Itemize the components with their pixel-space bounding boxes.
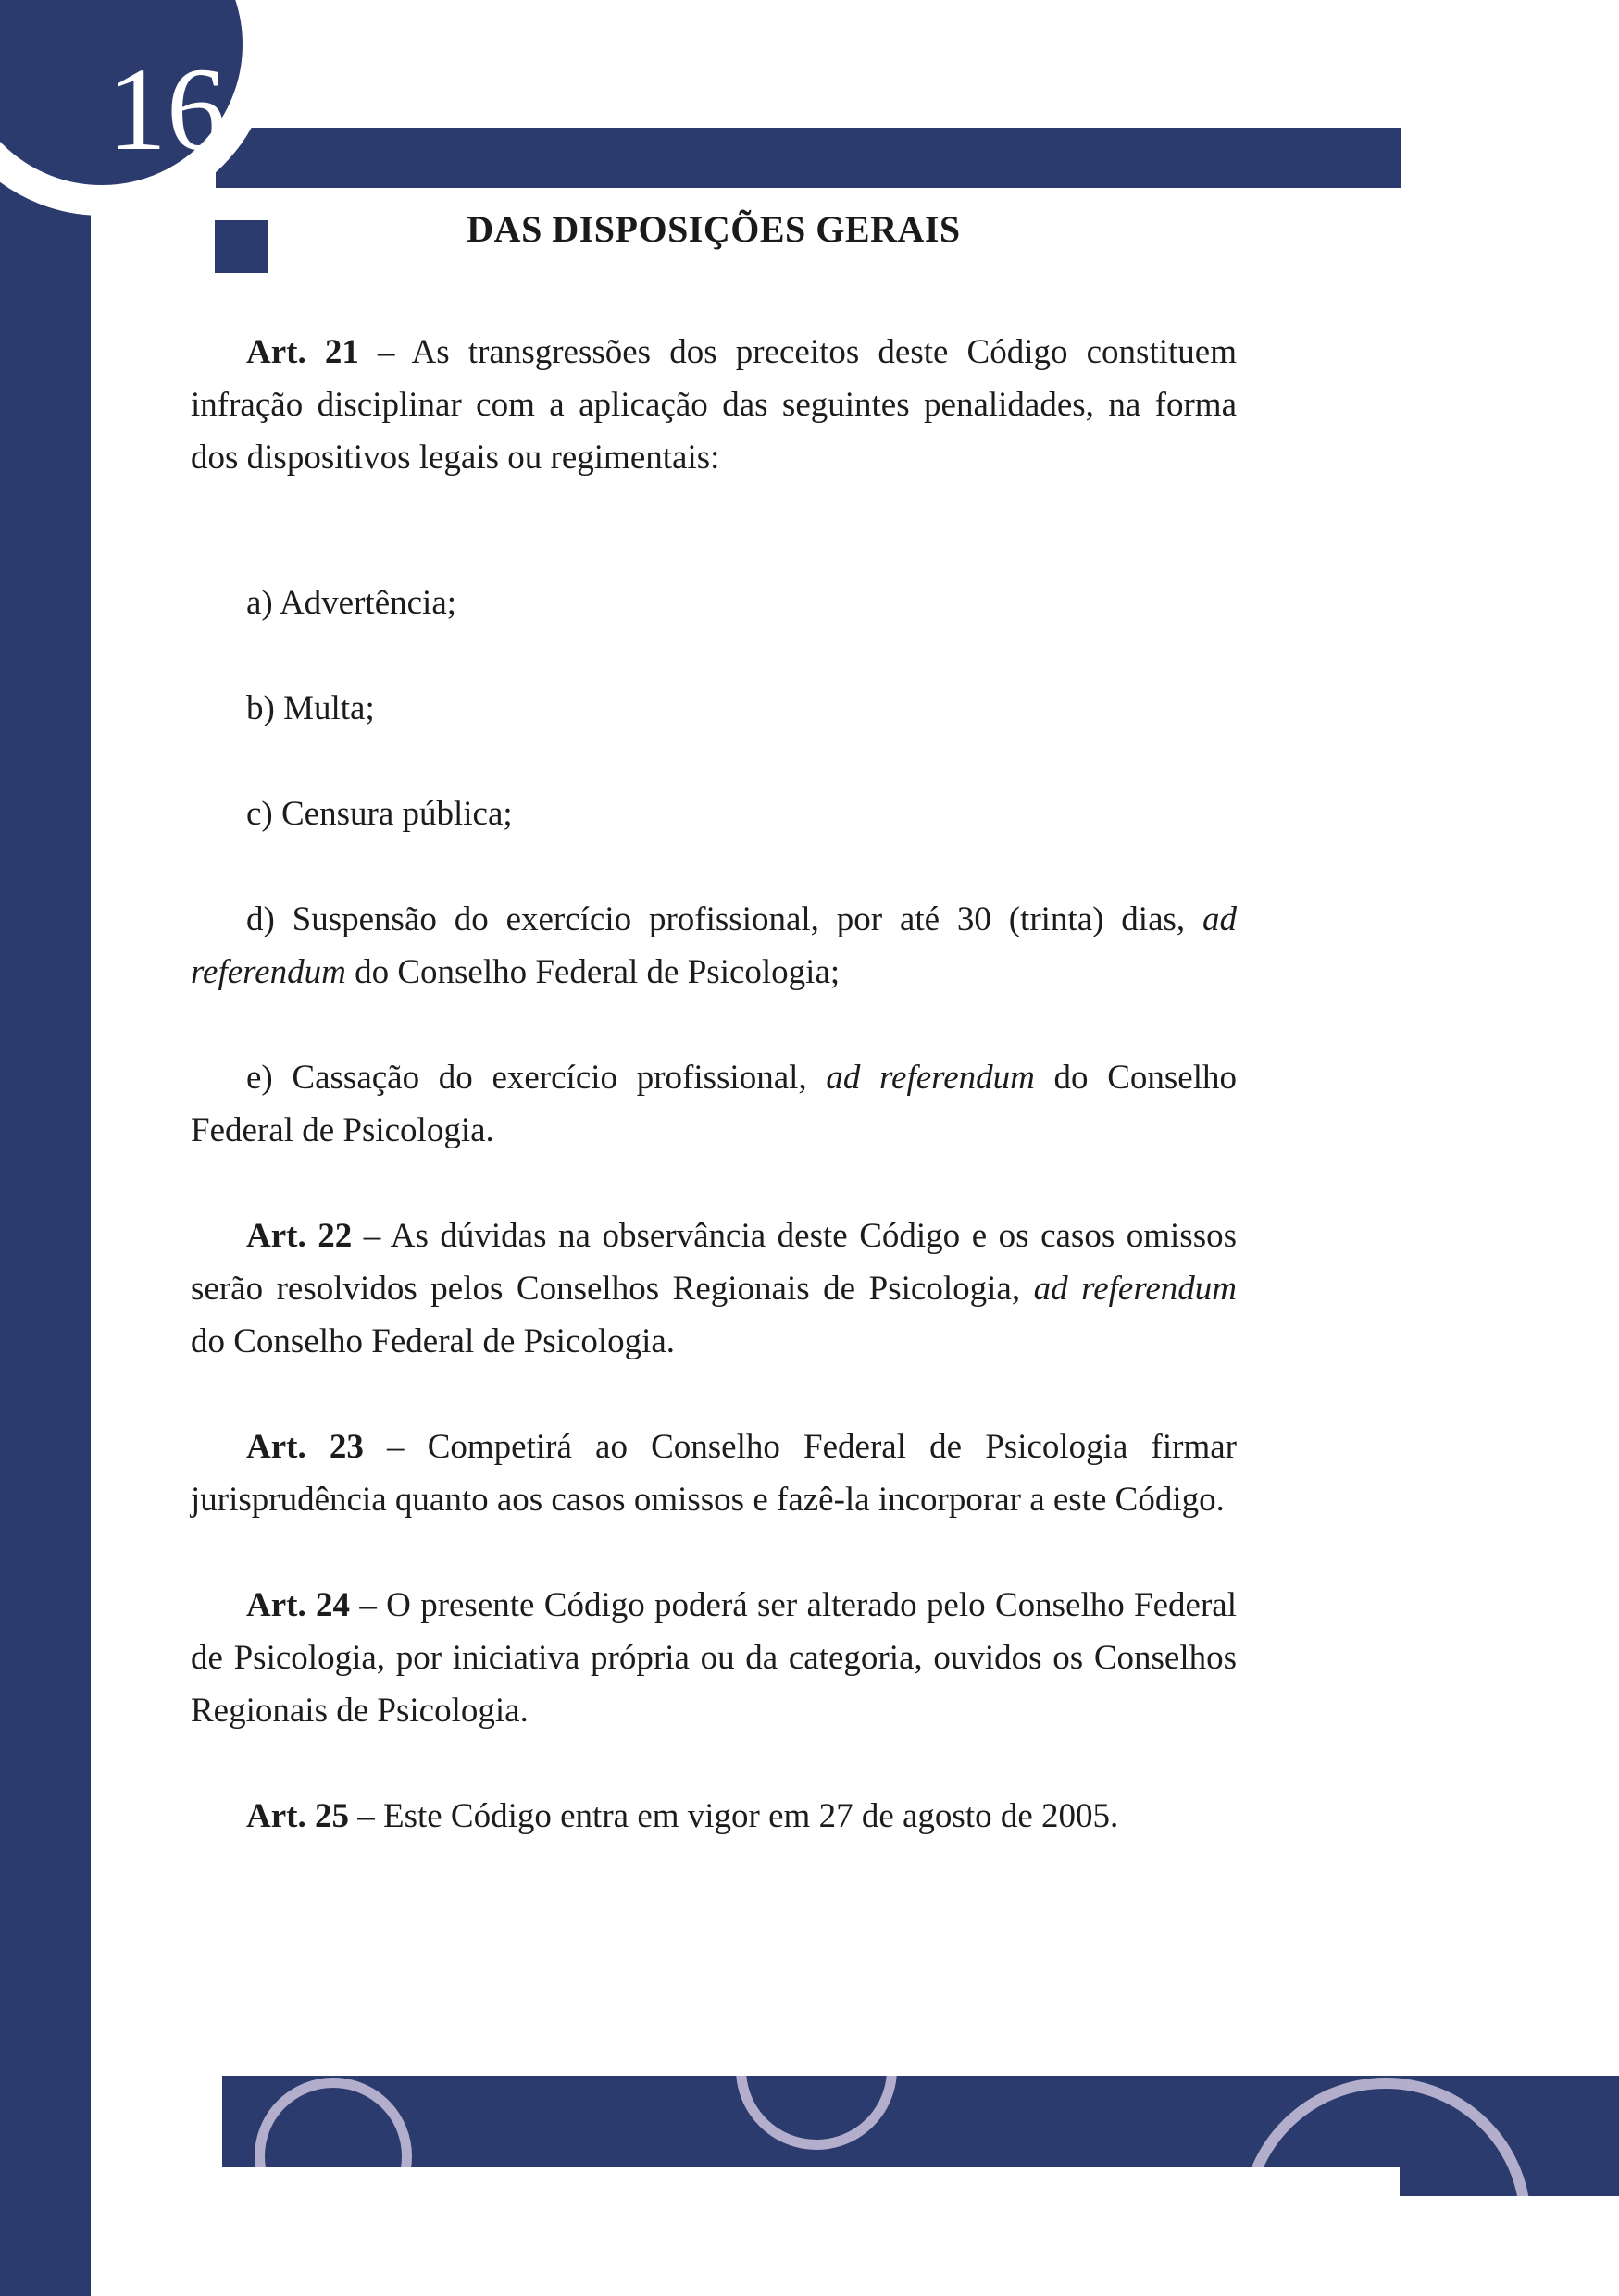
article-24 — [191, 1579, 1237, 1737]
circle-outline-decoration — [1240, 2078, 1531, 2167]
article-23 — [191, 1421, 1237, 1526]
text-run: do Conselho Federal de Psicologia; — [345, 953, 841, 991]
text-run: Art. 25 — [246, 1797, 349, 1835]
item-d — [191, 893, 1237, 999]
body-text — [191, 326, 1237, 1843]
text-run: ad referendum — [826, 1059, 1035, 1097]
text-run: – O presente Código poderá ser alterado pelo Conselho Federal de Psicologia, por iniciativa própria ou da categoria, ouvidos os Conselhos Regionais de Psicologia. — [191, 1586, 1237, 1730]
text-run: d) Suspensão do exercício profissional, por até 30 (trinta) dias, — [246, 900, 1202, 938]
text-run: c) Censura pública; — [246, 795, 513, 833]
item-a — [191, 577, 1237, 629]
item-e — [191, 1051, 1237, 1157]
article-25 — [191, 1790, 1237, 1843]
circle-outline-decoration — [1400, 2167, 1531, 2196]
text-run: – Este Código entra em vigor em 27 de agosto de 2005. — [348, 1797, 1119, 1835]
text-run: do Conselho Federal de Psicologia. — [191, 1059, 1238, 1149]
bottom-band — [222, 2076, 1619, 2167]
text-run: – As transgressões dos preceitos deste Código constituem infração disciplinar com a aplicação das seguintes penalidades, na forma dos dispositivos legais ou regimentais: — [191, 333, 1237, 477]
text-run: ad referendum — [191, 900, 1237, 991]
left-margin-bar — [0, 0, 91, 2296]
article-22 — [191, 1210, 1237, 1368]
text-run: a) Advertência; — [246, 584, 457, 622]
text-run: ad referendum — [1033, 1270, 1237, 1308]
text-run: Art. 21 — [246, 333, 359, 371]
page-number: 16 — [107, 43, 226, 175]
text-run: – As dúvidas na observância deste Código e os casos omissos serão resolvidos pelos Conselhos Regionais de Psicologia, — [191, 1217, 1238, 1308]
article-21 — [191, 326, 1237, 484]
text-run: Art. 24 — [246, 1586, 351, 1624]
text-run: e) Cassação do exercício profissional, — [246, 1059, 827, 1097]
text-run: Art. 23 — [246, 1428, 364, 1466]
text-run: – Competirá ao Conselho Federal de Psicologia firmar jurisprudência quanto aos casos omissos e fazê-la incorporar a este Código. — [191, 1428, 1237, 1519]
bottom-band-step-block — [1400, 2167, 1619, 2196]
circle-outline-decoration — [736, 2076, 897, 2150]
text-run: do Conselho Federal de Psicologia. — [191, 1322, 676, 1360]
text-run: Art. 22 — [246, 1217, 353, 1255]
section-title: DAS DISPOSIÇÕES GERAIS — [467, 208, 961, 250]
top-rule-bar — [216, 128, 1401, 188]
item-c — [191, 788, 1237, 840]
circle-outline-decoration — [255, 2078, 412, 2167]
item-b — [191, 682, 1237, 735]
text-run: b) Multa; — [246, 689, 375, 727]
